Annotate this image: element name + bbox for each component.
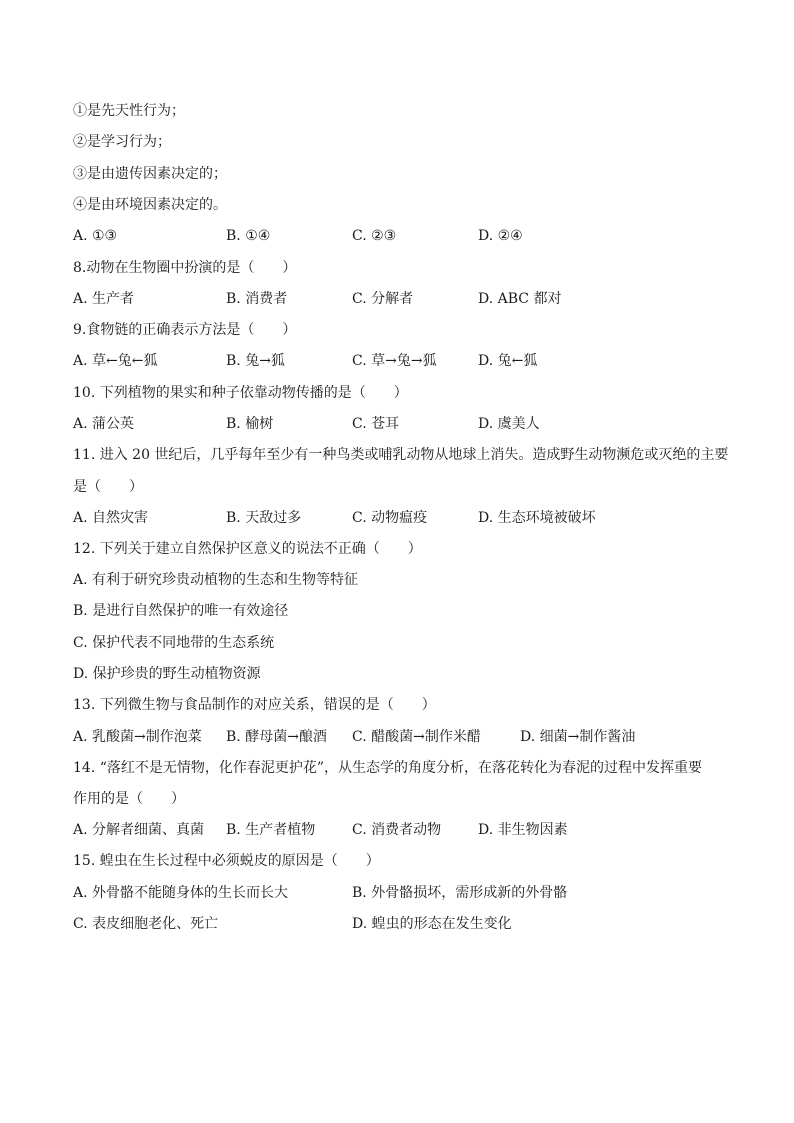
q15-option-d: D. 蝗虫的形态在发生变化: [352, 916, 512, 932]
q11-option-c: C. 动物瘟疫: [352, 510, 428, 526]
q12-option-c: C. 保护代表不同地带的生态系统: [73, 635, 275, 651]
q10-stem: 10. 下列植物的果实和种子依靠动物传播的是（ ）: [73, 385, 408, 401]
q8-option-c: C. 分解者: [352, 291, 414, 307]
q7-option-b: B. ①④: [226, 228, 271, 244]
q9-option-a: A. 草←兔←狐: [73, 353, 158, 369]
q13-stem: 13. 下列微生物与食品制作的对应关系，错误的是（ ）: [73, 697, 436, 713]
q13-option-d: D. 细菌→制作酱油: [520, 729, 636, 745]
q14-stem-line-2: 作用的是（ ）: [73, 791, 185, 807]
q8-stem: 8.动物在生物圈中扮演的是（ ）: [73, 260, 297, 276]
statement-4: ④是由环境因素决定的。: [73, 197, 227, 213]
q9-stem: 9.食物链的正确表示方法是（ ）: [73, 322, 297, 338]
statement-3: ③是由遗传因素决定的；: [73, 166, 227, 182]
q8-option-b: B. 消费者: [226, 291, 288, 307]
q13-option-b: B. 酵母菌→酿酒: [226, 729, 327, 745]
q15-option-c: C. 表皮细胞老化、死亡: [73, 916, 219, 932]
q13-option-a: A. 乳酸菌→制作泡菜: [73, 729, 202, 745]
statement-1: ①是先天性行为；: [73, 103, 185, 119]
q10-option-d: D. 虞美人: [478, 416, 540, 432]
q14-option-c: C. 消费者动物: [352, 822, 442, 838]
q11-option-a: A. 自然灾害: [73, 510, 149, 526]
q12-option-a: A. 有利于研究珍贵动植物的生态和生物等特征: [73, 572, 359, 588]
q11-option-b: B. 天敌过多: [226, 510, 302, 526]
q15-option-a: A. 外骨骼不能随身体的生长而长大: [73, 885, 289, 901]
q10-option-a: A. 蒲公英: [73, 416, 135, 432]
q14-stem-line-1: 14. “落红不是无情物，化作春泥更护花”，从生态学的角度分析，在落花转化为春泥的过程中发挥重要: [73, 760, 703, 776]
q14-option-d: D. 非生物因素: [478, 822, 568, 838]
q7-option-c: C. ②③: [352, 228, 397, 244]
q10-option-b: B. 榆树: [226, 416, 274, 432]
q9-option-d: D. 兔←狐: [478, 353, 538, 369]
q7-option-d: D. ②④: [478, 228, 523, 244]
q15-option-b: B. 外骨骼损坏，需形成新的外骨骼: [352, 885, 568, 901]
statement-2: ②是学习行为；: [73, 134, 171, 150]
q11-stem-line-2: 是（ ）: [73, 479, 143, 495]
q15-stem: 15. 蝗虫在生长过程中必须蜕皮的原因是（ ）: [73, 853, 380, 869]
q12-option-d: D. 保护珍贵的野生动植物资源: [73, 666, 261, 682]
q11-option-d: D. 生态环境被破坏: [478, 510, 596, 526]
q9-option-b: B. 兔→狐: [226, 353, 285, 369]
q12-stem: 12. 下列关于建立自然保护区意义的说法不正确（ ）: [73, 541, 422, 557]
q8-option-a: A. 生产者: [73, 291, 135, 307]
q14-option-b: B. 生产者植物: [226, 822, 316, 838]
q13-option-c: C. 醋酸菌→制作米醋: [352, 729, 481, 745]
q7-option-a: A. ①③: [73, 228, 118, 244]
q14-option-a: A. 分解者细菌、真菌: [73, 822, 205, 838]
q12-option-b: B. 是进行自然保护的唯一有效途径: [73, 603, 289, 619]
q10-option-c: C. 苍耳: [352, 416, 400, 432]
q8-option-d: D. ABC 都对: [478, 291, 562, 307]
q11-stem-line-1: 11. 进入 20 世纪后，几乎每年至少有一种鸟类或哺乳动物从地球上消失。造成野生动物濒危或灭绝的主要: [73, 447, 729, 463]
q9-option-c: C. 草→兔→狐: [352, 353, 437, 369]
